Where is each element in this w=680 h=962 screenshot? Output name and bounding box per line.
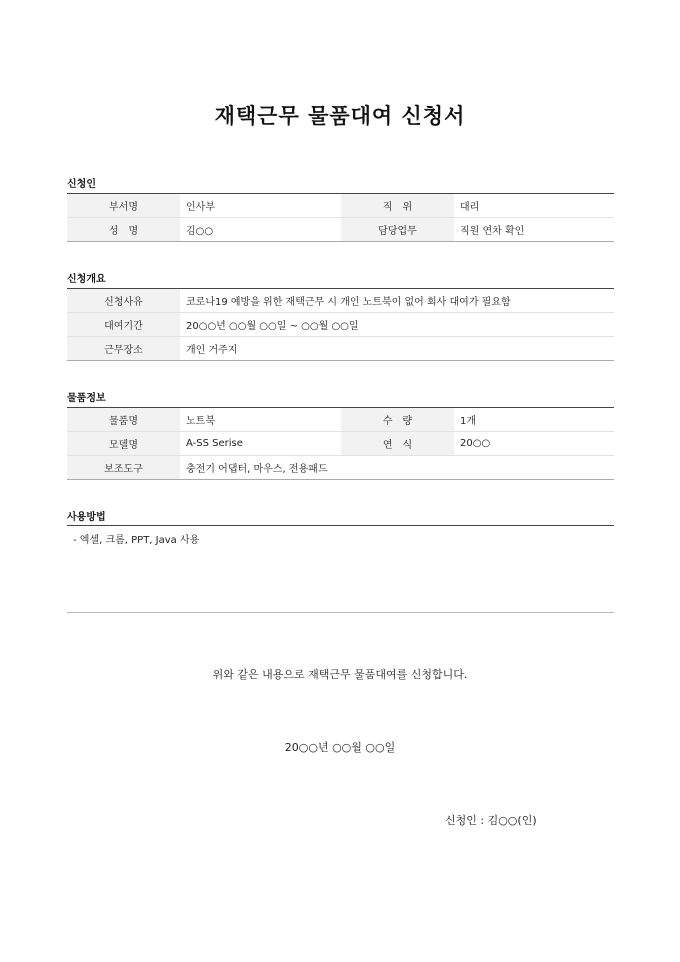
table-row — [67, 313, 614, 337]
item-name-value: 노트북 — [180, 408, 341, 432]
section-heading-applicant: 신청인 — [67, 179, 96, 190]
table-row — [67, 456, 614, 480]
department-label: 부서명 — [67, 194, 180, 218]
year-label: 연 식 — [341, 432, 454, 456]
period-value: 20○○년 ○○월 ○○일 ~ ○○월 ○○일 — [180, 313, 614, 337]
item-name-label: 물품명 — [67, 408, 180, 432]
period-label: 대여기간 — [67, 313, 180, 337]
table-row — [67, 289, 614, 313]
table-row — [67, 194, 614, 218]
usage-divider — [67, 525, 614, 526]
table-row — [67, 408, 614, 432]
table-row — [67, 218, 614, 242]
model-value: A-SS Serise — [180, 432, 341, 456]
quantity-label: 수 량 — [341, 408, 454, 432]
item-table — [67, 407, 614, 480]
section-heading-overview: 신청개요 — [67, 274, 106, 285]
model-label: 모델명 — [67, 432, 180, 456]
quantity-value: 1개 — [454, 408, 614, 432]
name-label: 성 명 — [67, 218, 180, 242]
applicant-table — [67, 193, 614, 242]
position-label: 직 위 — [341, 194, 454, 218]
table-row — [67, 432, 614, 456]
tools-value: 충전기 어댑터, 마우스, 전용패드 — [186, 464, 328, 475]
section-heading-item: 물품정보 — [67, 393, 106, 404]
year-value: 20○○ — [454, 432, 614, 456]
table-row — [67, 337, 614, 361]
duty-label: 담당업무 — [341, 218, 454, 242]
statement-text: 위와 같은 내용으로 재택근무 물품대여를 신청합니다. — [212, 668, 468, 681]
section-heading-usage: 사용방법 — [67, 512, 106, 523]
application-date: 20○○년 ○○월 ○○일 — [284, 741, 396, 754]
reason-value: 코로나19 예방을 위한 재택근무 시 개인 노트북이 없어 회사 대여가 필요함 — [180, 289, 614, 313]
document-title: 재택근무 물품대여 신청서 — [214, 104, 466, 128]
usage-text: - 엑셀, 크롬, PPT, Java 사용 — [73, 535, 200, 546]
workplace-label: 근무장소 — [67, 337, 180, 361]
tools-label: 보조도구 — [67, 456, 180, 480]
bottom-divider — [67, 612, 614, 613]
duty-value: 직원 연차 확인 — [460, 226, 525, 237]
reason-label: 신청사유 — [67, 289, 180, 313]
position-value: 대리 — [454, 194, 614, 218]
workplace-value: 개인 거주지 — [186, 345, 238, 356]
overview-table — [67, 288, 614, 361]
name-value: 김○○ — [186, 226, 214, 237]
applicant-signature: 신청인 : 김○○(인) — [445, 814, 537, 827]
department-value: 인사부 — [180, 194, 341, 218]
